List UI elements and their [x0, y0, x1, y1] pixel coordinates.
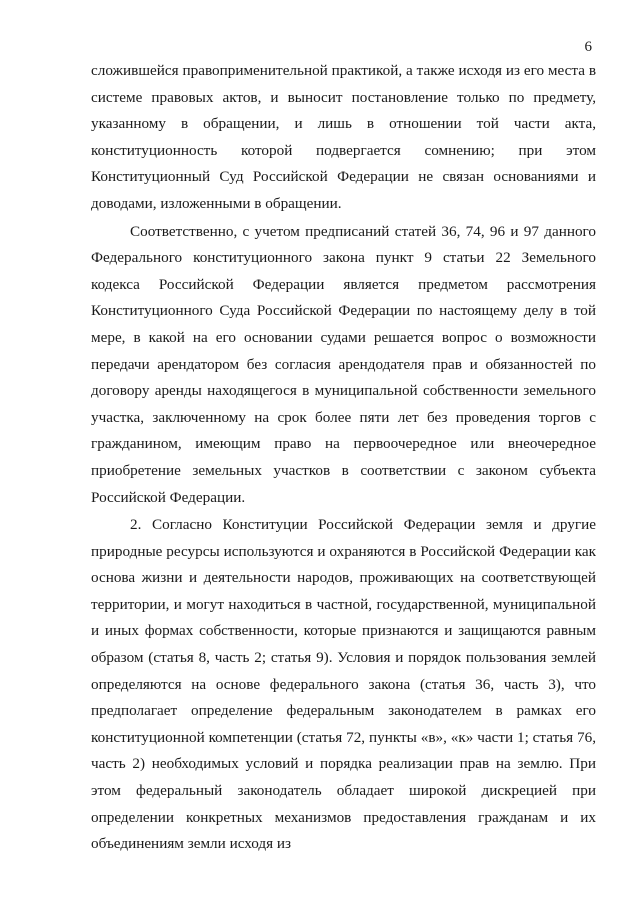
- paragraph-continuation: сложившейся правоприменительной практикой, а также исходя из его места в системе правовых актов, и выносит постановление только по предмету, указанному в обращении, и лишь в отношении той части акта, конституционность которой подвергается сомнению; при этом Конституционный Суд Российской Федерации не связан основаниями и доводами, изложенными в обращении.: [91, 62, 596, 212]
- paragraph-section-2: 2. Согласно Конституции Российской Федерации земля и другие природные ресурсы используются и охраняются в Российской Федерации как основа жизни и деятельности народов, проживающих на соответствующей территории, и могут находиться в частной, государственной, муниципальной и иных формах собственности, которые признаются и защищаются равным образом (статья 8, часть 2; статья 9). Условия и порядок пользования землей определяются на основе федерального закона (статья 36, часть 3), что предполагает определение федеральным законодателем в рамках его конституционной компетенции (статья 72, пункты «в», «к» части 1; статья 76, часть 2) необходимых условий и порядка реализации прав на землю. При этом федеральный законодатель обладает широкой дискрецией при определении конкретных механизмов предоставления гражданам и их объединениям земли исходя из: [91, 516, 596, 853]
- paragraph-scope: Соответственно, с учетом предписаний статей 36, 74, 96 и 97 данного Федерального конституционного закона пункт 9 статьи 22 Земельного кодекса Российской Федерации является предметом рассмотрения Конституционного Суда Российской Федерации по настоящему делу в той мере, в какой на его основании судами решается вопрос о возможности передачи арендатором без согласия арендодателя прав и обязанностей по договору аренды находящегося в муниципальной собственности земельного участка, заключенному на срок более пяти лет без проведения торгов с гражданином, имеющим право на первоочередное или внеочередное приобретение земельных участков в соответствии с законом субъекта Российской Федерации.: [91, 222, 596, 506]
- document-body: [91, 58, 596, 858]
- page-number: 6: [584, 39, 592, 55]
